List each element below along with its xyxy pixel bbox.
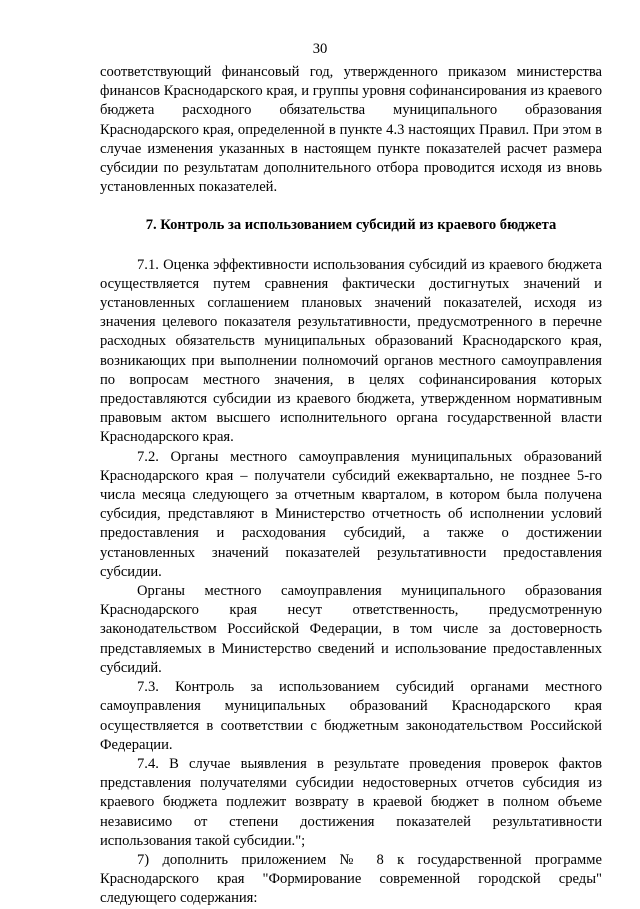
paragraph-7-1: 7.1. Оценка эффективности использования субсидий из краевого бюджета осуществляется путем сравнения фактически достигнутых значений и установленных соглашением плановых значений показателей, исходя из значения целевого показателя результативности, предусмотренного в перечне расходных обязательств муниципальных образований Краснодарского края, возникающих при выполнении полномочий органов местного самоуправления по вопросам местного значения, в целях софинансирования которых предоставляются субсидии из краевого бюджета, утвержденном нормативным правовым актом высшего исполнительного органа государственной власти Краснодарского края.: [100, 256, 602, 446]
paragraph-7-4: 7.4. В случае выявления в результате проведения проверок фактов представления получателями субсидии недостоверных отчетов субсидия из краевого бюджета подлежит возврату в краевой бюджет в полном объеме независимо от степени достижения показателей результативности использования такой субсидии.";: [100, 755, 602, 849]
paragraph-7-3: 7.3. Контроль за использованием субсидий органами местного самоуправления муниципальных образований Краснодарского края осуществляется в соответствии с бюджетным законодательством Российской Федерации.: [100, 679, 602, 753]
paragraph-item-7: 7) дополнить приложением № 8 к государственной программе Краснодарского края "Формирование современной городской среды" следующего содержания:: [100, 851, 602, 907]
document-body: [100, 63, 602, 909]
section-heading: 7. Контроль за использованием субсидий из краевого бюджета: [145, 217, 557, 234]
paragraph-responsibility: Органы местного самоуправления муниципального образования Краснодарского края несут ответственность, предусмотренную законодательством Российской Федерации, в том числе за достоверность представляемых в Министерство сведений и использование предоставленных субсидий.: [100, 583, 602, 676]
paragraph-intro: соответствующий финансовый год, утвержденного приказом министерства финансов Краснодарского края, и группы уровня софинансирования из краевого бюджета расходного обязательства муниципального образования Краснодарского края, определенной в пункте 4.3 настоящих Правил. При этом в случае изменения указанных в настоящем пункте показателей расчет размера субсидии по результатам дополнительного отбора проводится исходя из вновь установленных показателей.: [100, 64, 602, 196]
page-number: 30: [312, 41, 328, 57]
paragraph-7-2: 7.2. Органы местного самоуправления муниципальных образований Краснодарского края – получатели субсидий ежеквартально, не позднее 5-го числа месяца следующего за отчетным кварталом, в котором была получена субсидия, представляют в Министерство отчетность об исполнении условий предоставления и расходования субсидий, а также о достижении установленных значений показателей результативности предоставления субсидии.: [100, 448, 602, 580]
